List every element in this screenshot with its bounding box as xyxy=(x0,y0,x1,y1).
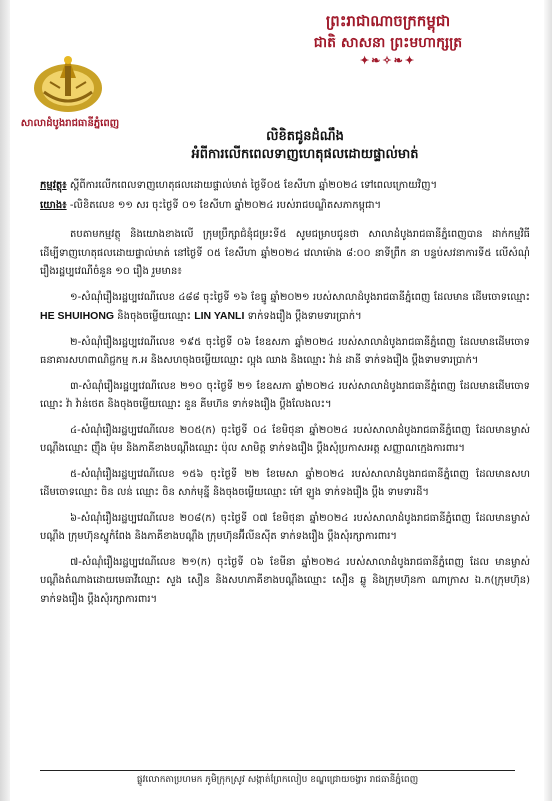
court-emblem-icon xyxy=(30,48,106,116)
scan-edge-right xyxy=(544,0,552,801)
case-1-text: ១-សំណុំរឿងរដ្ឋប្បវេណីលេខ ៤៨៨ ចុះថ្ងៃទី ១៦ ខែធ្នូ ឆ្នាំ២០២១ របស់សាលាដំបូងរាជធានីភ្នំពេញ ដែលមាន ដើមចោទឈ្មោះ xyxy=(70,291,530,303)
title-line-1: លិខិតជូនដំណឹង xyxy=(266,129,344,144)
document-title xyxy=(150,128,460,164)
footer-divider xyxy=(40,770,515,771)
reference-block xyxy=(40,176,530,216)
defendant-name: LIN YANLI xyxy=(194,310,245,322)
title-line-2: អំពីការលើកពេលទាញហេតុផលដោយផ្ទាល់មាត់ xyxy=(191,147,419,162)
subject-text: ស្ដីពីការលើកពេលទាញហេតុផលដោយផ្ទាល់មាត់ ថ្ងៃទី០៥ ខែសីហា ឆ្នាំ២០២៤ ទៅពេលក្រោយវិញ។ xyxy=(69,180,438,191)
case-paragraph-3: ៣-សំណុំរឿងរដ្ឋប្បវេណីលេខ ២១០ ចុះថ្ងៃទី ២១ ខែឧសភា ឆ្នាំ២០២៤ របស់សាលាដំបូងរាជធានីភ្នំពេញ ដែលមានដើមចោទឈ្មោះ វ៉ា វ៉ាន់ថេត និងចុងចម្លើយឈ្មោះ នួន គីមហ៊ន ទាក់ទងរឿង ប្ដឹងលែងលះ។ xyxy=(40,380,530,410)
case-paragraph-2: ២-សំណុំរឿងរដ្ឋប្បវេណីលេខ ១៩៥ ចុះថ្ងៃទី ០៦ ខែឧសភា ឆ្នាំ២០២៤ របស់សាលាដំបូងរាជធានីភ្នំពេញ ដែលមានដើមចោទ ធនាគារសហពាណិជ្ជកម្ម ក.អ និងសហចុងចម្លើយឈ្មោះ ល្អុង ឈាង និងឈ្មោះ វ៉ាន់ ដានី ទាក់ទងរឿង ប្ដឹងទាមទារប្រាក់។ xyxy=(40,336,530,366)
document-body xyxy=(40,226,530,616)
scan-edge-left xyxy=(0,0,10,801)
case-paragraph-4: ៤-សំណុំរឿងរដ្ឋប្បវេណីលេខ ២០៥(ក) ចុះថ្ងៃទី ០៤ ខែមិថុនា ឆ្នាំ២០២៤ របស់សាលាដំបូងរាជធានីភ្នំពេញ ដែលមានម្ចាស់បណ្ដឹងឈ្មោះ ញ៉ឹង ម៉ុម និងភាគីខាងបណ្ដឹងឈ្មោះ ប៉ុល សាមិត្ត ទាក់ទងរឿង ប្ដឹងសុំប្រកាសអត្ត សញ្ញាណក្មេងការពារ។ xyxy=(40,424,530,454)
kingdom-line: ព្រះរាជាណាចក្រកម្ពុជា xyxy=(325,12,451,30)
subject-label: កម្មវត្ថុ៖ xyxy=(40,180,67,191)
intro-paragraph: តបតាមកម្មវត្ថុ និងយោងខាងលើ ក្រុមប្រឹក្សាជំនុំជម្រះទី៥ សូមជម្រាបជូនថា សាលាដំបូងរាជធានីភ្នំពេញបាន ដាក់កម្មវិធីដើម្បីទាញហេតុផលដោយផ្ទាល់មាត់ នៅថ្ងៃទី ០៥ ខែសីហា ឆ្នាំ២០២៤ វេលាម៉ោង ៨:០០ នាទីព្រឹក នា បន្ទប់សវនាការទី៥ លើសំណុំរឿងរដ្ឋប្បវេណីចំនួន ១០ រឿង រួមមាន៖ xyxy=(40,229,530,277)
footer-address: ផ្លូវលោកតាប្រហមក ភូមិក្រុកស្រូវ សង្កាត់ព្រែកលៀប ខណ្ឌជ្រោយចង្វារ រាជធានីភ្នំពេញ xyxy=(136,775,419,785)
case-paragraph-1 xyxy=(40,289,530,327)
kingdom-header xyxy=(268,10,508,67)
header-ornament: ✦❧✧❧✦ xyxy=(359,54,417,67)
subject-row xyxy=(40,176,530,196)
case-paragraph-5: ៥-សំណុំរឿងរដ្ឋប្បវេណីលេខ ១៥៦ ចុះថ្ងៃទី ២២ ខែមេសា ឆ្នាំ២០២៤ របស់សាលាដំបូងរាជធានីភ្នំពេញ ដែលមានសហដើមចោទឈ្មោះ ចិន លន់ ឈ្មោះ ចិន សាក់មុន្នី និងចុងចម្លើយឈ្មោះ ម៉ៅ ឡូង ទាក់ទងរឿង ប្ដឹង ទាមទារដី។ xyxy=(40,468,530,498)
basis-text: -លិខិតលេខ ១១ សរ ចុះថ្ងៃទី ០១ ខែសីហា ឆ្នាំ២០២៤ របស់រាជបណ្ឌិតសភាកម្ពុជា។ xyxy=(69,200,382,211)
case-1-tail: ទាក់ទងរឿង ប្ដឹងទាមទារប្រាក់។ xyxy=(244,311,362,322)
plaintiff-name: HE SHUIHONG xyxy=(40,310,115,322)
basis-label: យោង៖ xyxy=(40,200,67,211)
basis-row xyxy=(40,196,530,216)
case-paragraph-7: ៧-សំណុំរឿងរដ្ឋប្បវេណីលេខ ២១(ក) ចុះថ្ងៃទី ០៦ ខែមីនា ឆ្នាំ២០២៤ របស់សាលាដំបូងរាជធានីភ្នំពេញ ដែល មានម្ចាស់បណ្ដឹងតំណាងដោយមេធាវីឈ្មោះ សួង សឿន និងសហភាគីខាងបណ្ដឹងឈ្មោះ សឿន ឆ្លូ និងក្រុមហ៊ុនកា ណាក្រាស ឯ.ក(ក្រុមហ៊ុន) ទាក់ទងរឿង ប្ដឹងសុំរក្សាការពារ។ xyxy=(40,556,530,605)
court-name: សាលាដំបូងរាជធានីភ្នំពេញ xyxy=(20,118,120,129)
motto-line: ជាតិ សាសនា ព្រះមហាក្សត្រ xyxy=(313,35,463,51)
case-1-mid: និងចុងចម្លើយឈ្មោះ xyxy=(114,311,195,322)
case-paragraph-6: ៦-សំណុំរឿងរដ្ឋប្បវេណីលេខ ២០៨(ក) ចុះថ្ងៃទី ០៧ ខែមិថុនា ឆ្នាំ២០២៤ របស់សាលាដំបូងរាជធានីភ្នំពេញ ដែលមានម្ចាស់បណ្ដឹង ក្រុមហ៊ុនស្នូកំពែង និងភាគីខាងបណ្ដឹង ក្រុមហ៊ុនអ៊ីលីនស៊ីត ទាក់ទងរឿង ប្ដឹងសុំរក្សាការពារ។ xyxy=(40,512,530,542)
